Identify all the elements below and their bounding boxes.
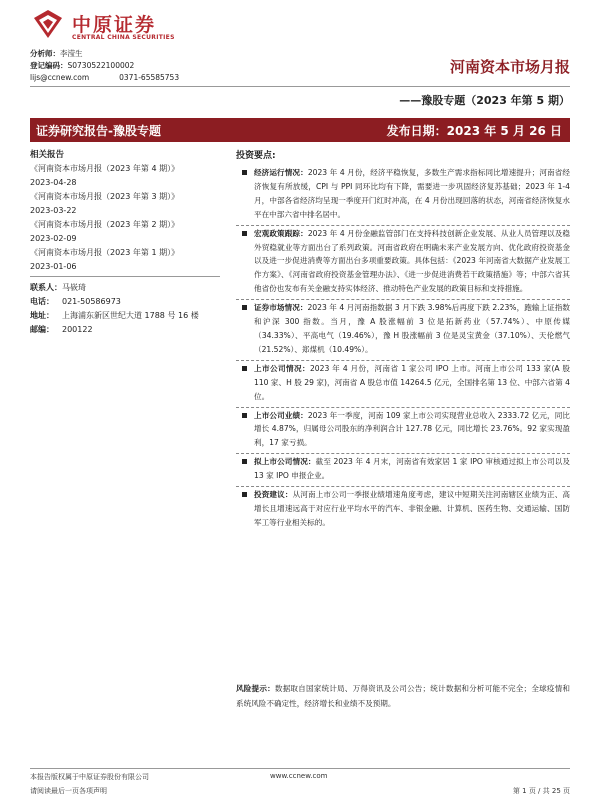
key-point [236,227,570,297]
key-point-text: 2023 年 4 月河南指数据 3 月下跌 3.98%后再度下跌 2.23%，跑输上证指数和沪深 300 指数。当月，豫 A 股涨幅前 3 位是拓新药业（57.74%）、中原传媒（34.33%）、平高电气（19.46%），豫 H 股涨幅前 3 位是灵宝黄金（37.10%）、天伦燃气（21.52%）、郑煤机（10.49%）。 [254,303,570,354]
related-report[interactable] [30,162,220,190]
related-report-date: 2023-01-06 [30,262,77,271]
related-report-date: 2023-02-09 [30,234,77,243]
analyst-info [30,48,179,84]
dashed-divider [236,299,570,300]
logo-name-en: CENTRAL CHINA SECURITIES [72,34,175,41]
dashed-divider [236,453,570,454]
related-reports-heading: 相关报告 [30,150,65,160]
key-points-heading: 投资要点: [236,151,276,161]
key-points [236,148,570,535]
publish-date [387,122,562,139]
related-report-date: 2023-04-28 [30,178,77,187]
analyst-phone: 0371-65585753 [119,73,180,82]
contact-block [30,281,220,337]
key-point [236,166,570,222]
key-point-text: 2023 年 4 月份金融监管部门在支持科技创新企业发展、从业人员管理以及稳外贸稳就业等方面出台了系列政策。河南省政府在明确未来产业发展方向、优化政府投资基金以及进一步促进消费等方面出台多项重要政策。具体包括：《2023 年河南省大数据产业发展工作方案》、《河南省政府投资基金管理办法》、《进一步促进消费若干政策措施》等；中部六省其他省份也发布有关金融支持实体经济、推动特色产业发展的政策目标和支持措施。 [254,228,570,294]
key-point-title: 经济运行情况： [254,168,308,177]
key-point [236,488,570,530]
key-point [236,362,570,404]
report-category: 证券研究报告-豫股专题 [36,124,161,138]
bullet-icon [242,413,247,418]
analyst-label: 分析师： [30,49,60,58]
key-point-text: 2023 年一季度，河南 109 家上市公司实现营业总收入 2333.72 亿元，同比增长 4.87%，归属母公司股东的净利润合计 127.78 亿元，同比增长 23.76%。92 家实现盈利，17 家亏损。 [254,410,571,448]
bullet-icon [242,231,247,236]
key-point-text: 2023 年 4 月份，经济平稳恢复，多数生产需求指标同比增速提升；河南省经济恢复有所放缓，CPI 与 PPI 同环比均有下降，需要进一步巩固经济复苏基础；2023 年 1-4 月，中部各省经济均呈现一季度开门红时冲高，在 4 月份出现回落的状态，河南省经济恢复水平在中部六省中排名居中。 [254,168,570,219]
risk-text: 数据取自国家统计局、万得资讯及公司公告；统计数据和分析可能不完全；全球疫情和系统风险不确定性，经济增长和业绩不及预期。 [236,684,570,708]
reg-number: S0730522100002 [67,61,135,70]
key-point-text: 从河南上市公司一季报业绩增速角度考虑，建议中短期关注河南辖区业绩为正、高增长且增速远高于对应行业平均水平的汽车、非银金融、计算机、医药生物、交通运输、国防军工等行业相关标的。 [254,490,571,527]
footer-divider [30,768,570,769]
contact-addr-label: 地址： [30,311,54,320]
related-report[interactable] [30,190,220,218]
title-divider [30,86,570,87]
contact-tel-label: 电话： [30,297,54,306]
company-logo [32,8,192,44]
category-banner [30,118,570,142]
analyst-name: 李滢生 [60,49,83,58]
related-report[interactable] [30,246,220,274]
key-point-title: 投资建议： [254,490,293,500]
key-point-text: 截至 2023 年 4 月末，河南省有效家居 1 家 IPO 审核通过拟上市公司以及 13 家 IPO 申报企业。 [254,457,571,481]
related-report-title[interactable]: 《河南资本市场月报（2023 年第 2 期）》 [30,220,180,229]
contact-person: 马嵚琦 [62,283,86,292]
risk-label: 风险提示： [236,684,275,693]
key-point-title: 拟上市公司情况： [254,457,316,467]
dashed-divider [236,225,570,226]
contact-zip: 200122 [62,325,93,334]
bullet-icon [242,366,247,371]
contact-tel: 021-50586973 [62,297,121,306]
footer-copyright: 本报告版权属于中原证券股份有限公司 [30,773,149,781]
publish-date-value: 2023 年 5 月 26 日 [446,124,562,138]
key-point-title: 上市公司情况： [254,363,310,373]
logo-emblem-icon [32,8,64,40]
dashed-divider [236,407,570,408]
dashed-divider [236,486,570,487]
bullet-icon [242,492,247,497]
related-report-title[interactable]: 《河南资本市场月报（2023 年第 4 期）》 [30,164,180,173]
footer-disclaimer: 请阅读最后一页各项声明 [30,787,107,795]
report-subtitle: ——豫股专题（2023 年第 5 期） [399,94,570,107]
related-report-title[interactable]: 《河南资本市场月报（2023 年第 1 期）》 [30,248,180,257]
sidebar-divider [30,276,220,277]
contact-person-label: 联系人： [30,283,62,292]
key-point [236,409,570,451]
logo-name-cn: 中原证券 [72,14,157,36]
key-point-title: 上市公司业绩： [254,410,308,420]
bullet-icon [242,170,247,175]
related-report[interactable] [30,218,220,246]
bullet-icon [242,305,247,310]
dashed-divider [236,360,570,361]
contact-addr: 上海浦东新区世纪大道 1788 号 16 楼 [62,311,199,320]
related-report-title[interactable]: 《河南资本市场月报（2023 年第 3 期）》 [30,192,180,201]
reg-label: 登记编码： [30,61,68,70]
bullet-icon [242,459,247,464]
key-point-title: 证券市场情况： [254,303,308,313]
footer-url[interactable]: www.ccnew.com [270,772,328,780]
analyst-email[interactable]: lijs@ccnew.com [30,73,90,82]
key-point-title: 宏观政策跟踪： [254,228,308,238]
contact-zip-label: 邮编： [30,325,54,334]
sidebar [30,148,220,337]
key-point-text: 2023 年 4 月份，河南省 1 家公司 IPO 上市。河南上市公司 133 家(A 股 110 家、H 股 29 家)，河南省 A 股总市值 14264.5 亿元，全国排名第 13 位、中部六省第 4 位。 [254,363,571,401]
key-point [236,455,570,483]
page-number: 第 1 页 / 共 25 页 [512,787,570,795]
report-title: 河南资本市场月报 [449,58,570,76]
key-point [236,301,570,357]
risk-warning [236,681,570,711]
publish-date-label: 发布日期： [386,124,447,138]
related-report-date: 2023-03-22 [30,206,77,215]
